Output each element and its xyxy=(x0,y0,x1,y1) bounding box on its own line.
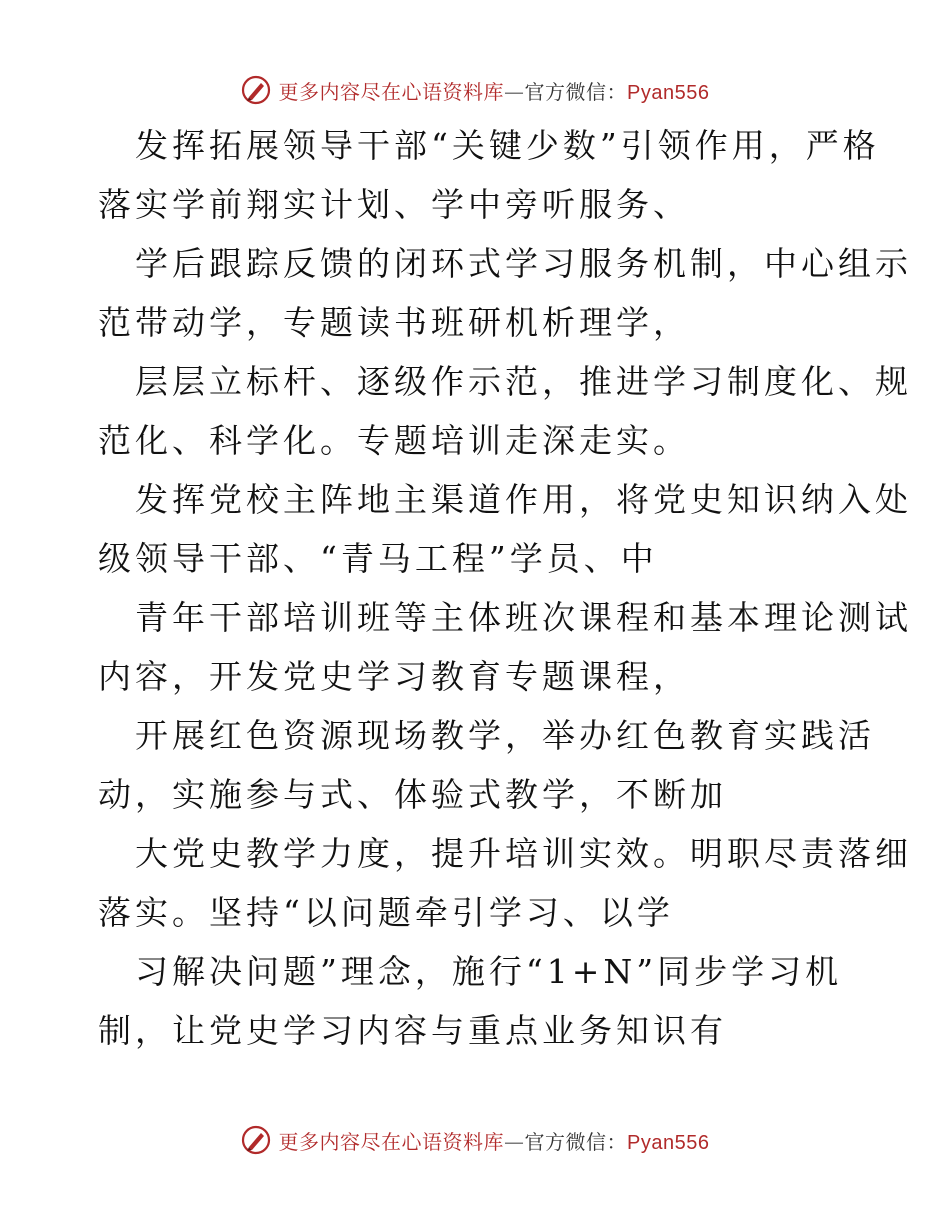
text-line: 发挥党校主阵地主渠道作用，将党史知识纳入处 xyxy=(135,480,912,519)
watermark-sub: 官方微信： xyxy=(524,1129,628,1154)
text-line: 内容，开发党史学习教育专题课程， xyxy=(98,657,690,696)
text-line: 层层立标杆、逐级作示范，推进学习制度化、规 xyxy=(135,362,912,401)
watermark-text xyxy=(279,1126,710,1155)
text-line: 习解决问题”理念，施行“1+N”同步学习机 xyxy=(135,952,843,991)
text-line: 学后跟踪反馈的闭环式学习服务机制，中心组示 xyxy=(135,244,912,283)
document-body xyxy=(98,116,912,1060)
text-line: 落实。坚持“以问题牵引学习、以学 xyxy=(98,893,674,932)
watermark-text xyxy=(279,76,710,105)
pen-logo-icon xyxy=(241,75,271,105)
watermark-main: 更多内容尽在心语资料库 xyxy=(278,79,505,104)
watermark-dash: — xyxy=(504,79,525,104)
pen-logo-icon xyxy=(241,1125,271,1155)
text-line: 青年干部培训班等主体班次课程和基本理论测试 xyxy=(135,598,912,637)
text-line: 级领导干部、“青马工程”学员、中 xyxy=(98,539,658,578)
text-line: 开展红色资源现场教学，举办红色教育实践活 xyxy=(135,716,875,755)
footer-watermark xyxy=(0,1123,950,1157)
text-line: 范化、科学化。专题培训走深走实。 xyxy=(98,421,690,460)
text-line: 发挥拓展领导干部“关键少数”引领作用，严格 xyxy=(135,126,880,165)
text-line: 落实学前翔实计划、学中旁听服务、 xyxy=(98,185,690,224)
text-line: 动，实施参与式、体验式教学，不断加 xyxy=(98,775,727,814)
text-line: 制，让党史学习内容与重点业务知识有 xyxy=(98,1011,727,1050)
watermark-main: 更多内容尽在心语资料库 xyxy=(278,1129,505,1154)
text-line: 范带动学，专题读书班研机析理学， xyxy=(98,303,690,342)
watermark-handle: Pyan556 xyxy=(627,81,710,104)
watermark-sub: 官方微信： xyxy=(524,79,628,104)
watermark-dash: — xyxy=(504,1129,525,1154)
text-line: 大党史教学力度，提升培训实效。明职尽责落细 xyxy=(135,834,912,873)
watermark-handle: Pyan556 xyxy=(627,1131,710,1154)
header-watermark xyxy=(0,73,950,107)
